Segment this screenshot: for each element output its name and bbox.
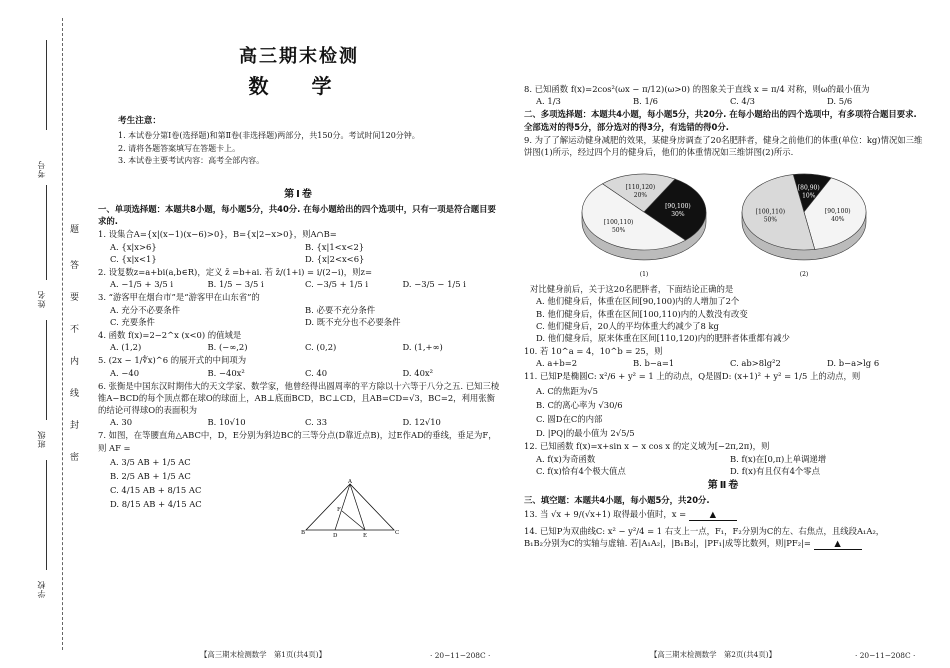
question-option: C. 33 [305, 417, 328, 428]
binding-dashed-line [62, 18, 63, 650]
label-e: E [363, 533, 368, 538]
question-option: A. a+b=2 [536, 358, 578, 369]
question [98, 228, 500, 265]
field-rule [46, 460, 47, 570]
left-column [98, 44, 500, 511]
pie-charts [524, 160, 924, 282]
right-column [524, 82, 924, 550]
question-option: A. f(x)为奇函数 [536, 453, 596, 464]
question-option: B. −40x² [207, 367, 245, 378]
question [98, 380, 500, 429]
question-stem: 4. 函数 f(x)=2−2^x (x<0) 的值域是 [98, 329, 242, 340]
question-option: D. f(x)有且仅有4个零点 [730, 465, 821, 476]
q9-option: B. 他们健身后，体重在区间[100,110)内的人数没有改变 [536, 308, 748, 319]
label-d: D [333, 533, 338, 538]
q14 [524, 525, 924, 550]
question-options [524, 357, 924, 369]
question-options [98, 241, 500, 265]
question-options [524, 95, 924, 107]
question-option: D. 40x² [402, 367, 433, 378]
question-options [98, 304, 500, 328]
pie-caption: (1) [639, 271, 649, 279]
section3-heading: 三、填空题：本题共4小题，每小题5分，共20分. [524, 495, 710, 506]
question [98, 329, 500, 353]
question-stem: 5. (2x − 1/∜x)^6 的展开式的中间项为 [98, 355, 247, 366]
pie-slice-percent: 50% [611, 227, 626, 235]
question-option: B. C的离心率为 √30/6 [536, 399, 623, 410]
question-option: C. f(x)恰有4个极大值点 [536, 465, 626, 476]
question-stem: 11. 已知P是椭圆C: x²/6 + y² = 1 上的动点，Q是圆D: (x+1)² + y² = 1/5 上的动点，则 [524, 371, 861, 382]
seal-char: 题 [70, 225, 80, 235]
question [524, 370, 924, 439]
seal-char: 内 [70, 357, 80, 367]
seal-char: 答 [70, 261, 80, 271]
q9-after: 对比健身前后，关于这20名肥胖者，下面结论正确的是 [530, 284, 734, 295]
pie-caption: (2) [799, 271, 809, 279]
question-option: C. 圆D在C的内部 [536, 414, 603, 424]
question-options [98, 341, 500, 353]
pie-slice-label: [100,110) [603, 219, 634, 227]
question-stem: 2. 设复数z=a+bi(a,b∈R)，定义 z̄ =b+ai. 若 z̄/(1+i) = i/(2−i)，则z= [98, 267, 372, 278]
part1-title: 第Ⅰ卷 [284, 188, 314, 200]
question-option: C. 4/15 AB + 8/15 AC [110, 485, 202, 496]
label-b: B [301, 530, 306, 536]
question-stem: 8. 已知函数 f(x)=2cos²(ωx − π/12)(ω>0) 的图象关于直线 x = π/4 对称，则ω的最小值为 [524, 84, 870, 94]
q14-stem-a: 14. 已知P为双曲线C: x² − y²/4 = 1 右支上一点，F₁，F₂分别为C的左、右焦点，且线段A₁A₂， [524, 525, 885, 536]
pie-chart-after [734, 160, 874, 280]
label-f: F [337, 507, 341, 513]
pie-slice-label: [110,120) [625, 184, 656, 192]
note-item: 1. 本试卷分第Ⅰ卷(选择题)和第Ⅱ卷(非选择题)两部分，共150分。考试时间120分钟。 [118, 131, 420, 141]
left-questions [98, 228, 500, 510]
question-option: D. 既不充分也不必要条件 [305, 316, 401, 327]
question-option: A. 1/3 [536, 96, 561, 107]
seal-char: 密 [70, 453, 80, 463]
seal-char: 要 [70, 293, 80, 303]
question-option: C. 充要条件 [110, 316, 155, 327]
question [98, 266, 500, 290]
question-options [524, 453, 924, 477]
pie-slice-label: [80,90) [797, 184, 820, 192]
question-option: A. (1,2) [110, 342, 142, 353]
footer-right-code: · 20−11−208C · [855, 651, 916, 660]
question [524, 83, 924, 107]
pie-slice-label: [90,100) [824, 208, 851, 216]
q14-answer-blank[interactable]: ▲ [814, 537, 862, 550]
question [524, 345, 924, 369]
pie-slice-label: [100,110) [755, 208, 786, 216]
field-name: 姓名 [37, 290, 46, 308]
question-options [524, 385, 924, 440]
pie-slice-percent: 20% [633, 192, 648, 200]
q9-options [524, 295, 924, 344]
question-options [98, 278, 500, 290]
question-option: A. 30 [110, 417, 133, 428]
field-school: 学校 [37, 580, 46, 598]
question-option: B. b−a=1 [633, 358, 675, 369]
question-option: B. 10√10 [207, 417, 246, 428]
question [98, 354, 500, 378]
pie-slice-label: [90,100) [665, 202, 691, 210]
question-option: B. 1/5 − 3/5 i [207, 279, 264, 290]
question-stem: 7. 如图，在等腰直角△ABC中，D，E分别为斜边BC的三等分点(D靠近点B)，过E作AD的垂线，垂足为F，则 AF = [98, 430, 497, 453]
exam-subject: 数 学 [248, 74, 350, 99]
question-option: A. 3/5 AB + 1/5 AC [110, 456, 191, 467]
question-option: D. 5/6 [827, 96, 853, 107]
question-option: D. b−a>lg 6 [827, 358, 880, 369]
question-stem: 1. 设集合A={x|(x−1)(x−6)>0}，B={x|2−x>0}，则A∩B= [98, 229, 337, 240]
question-option: A. C的焦距为√5 [536, 385, 598, 396]
right-questions-a [524, 83, 924, 107]
pie-slice-percent: 10% [802, 192, 816, 200]
triangle-figure [300, 478, 400, 538]
question-option: A. −40 [110, 367, 140, 378]
question-stem: 6. 张衡是中国东汉时期伟大的天文学家、数学家，他曾经得出圆周率的平方除以十六等于八分之五. 已知三棱锥A−BCD的每个顶点都在球O的球面上，AB⊥底面BCD，BC⊥CD，且AB=CD=√3，BC=2，利用张衡的结论可得球O的表面积为 [98, 380, 500, 416]
right-questions-b [524, 345, 924, 477]
q9-option: A. 他们健身后，体重在区间[90,100)内的人增加了2个 [536, 296, 740, 307]
question-option: D. {x|2<x<6} [305, 253, 365, 264]
q14-stem-b: B₁B₂分别为C的实轴与虚轴. 若|A₁A₂|，|B₁B₂|，|PF₁|成等比数列，则|PF₂|= [524, 538, 811, 548]
question-option: B. {x|1<x<2} [305, 241, 365, 252]
section2-heading: 二、多项选择题：本题共4小题，每小题5分，共20分. 在每小题给出的四个选项中，有多项符合题目要求. 全部选对的得5分，部分选对的得3分，有选错的得0分. [524, 109, 917, 132]
q9-option: D. 他们健身后，原来体重在区间[110,120)内的肥胖者体重都有减少 [536, 332, 790, 343]
question-option: B. 必要不充分条件 [305, 304, 376, 315]
pie-slice-percent: 50% [763, 216, 778, 224]
question-option: C. (0,2) [305, 342, 337, 353]
field-rule [46, 40, 47, 130]
label-a: A [348, 479, 352, 485]
seal-char: 不 [70, 325, 80, 335]
q13-stem: 13. 当 √x + 9/(√x+1) 取得最小值时，x = [524, 508, 687, 519]
pie-slice-percent: 30% [671, 210, 685, 218]
question [98, 429, 500, 510]
question-option: D. 12√10 [402, 417, 441, 428]
pie-chart-before [574, 160, 714, 280]
field-rule [46, 185, 47, 280]
pie-slice-percent: 40% [831, 216, 845, 224]
question-options [98, 456, 500, 511]
question-option: B. 2/5 AB + 1/5 AC [110, 471, 191, 482]
field-class: 班级 [37, 430, 46, 448]
field-rule [46, 320, 47, 420]
question-option: D. (1,+∞) [402, 342, 443, 353]
q13-answer-blank[interactable]: ▲ [689, 508, 737, 521]
question-option: C. 40 [305, 367, 328, 378]
question-option: D. −3/5 − 1/5 i [402, 279, 466, 290]
section1-heading: 一、单项选择题：本题共8小题，每小题5分，共40分. 在每小题给出的四个选项中，只有一项是符合题目要求的. [98, 204, 496, 227]
q13 [524, 508, 924, 521]
exam-notes [118, 115, 500, 167]
footer-left: 【高三期末检测数学 第1页(共4页)】 [200, 650, 327, 659]
question-option: C. −3/5 + 1/5 i [305, 279, 369, 290]
note-item: 3. 本试卷主要考试内容：高考全部内容。 [118, 156, 265, 166]
q9-stem: 9. 为了了解运动健身减肥的效果，某健身房调查了20名肥胖者，健身之前他们的体重(单位：kg)情况如三维饼图(1)所示，经过四个月的健身后，他们的体重情况如三维饼图(2)所示. [524, 134, 923, 157]
question-option: A. 充分不必要条件 [110, 304, 180, 315]
exam-title: 高三期末检测 [239, 46, 359, 67]
question [98, 291, 500, 328]
question-option: A. −1/5 + 3/5 i [110, 279, 174, 290]
question-option: C. 4/3 [730, 96, 755, 107]
label-c: C [395, 530, 400, 536]
seal-char: 封 [70, 421, 80, 431]
question-option: D. |PQ|的最小值为 2√5/5 [536, 428, 635, 439]
question-option: B. f(x)在[0,π)上单调递增 [730, 453, 827, 464]
question-options [98, 416, 500, 428]
footer-left-code: · 20−11−208C · [430, 651, 491, 660]
triangle-abc [306, 484, 394, 530]
question-option: A. {x|x>6} [110, 241, 157, 252]
question [524, 440, 924, 477]
question-options [98, 367, 500, 379]
seal-char: 线 [70, 389, 80, 399]
q9-option: C. 他们健身后，20人的平均体重大约减少了8 kg [536, 320, 719, 331]
footer-right: 【高三期末检测数学 第2页(共4页)】 [650, 650, 777, 659]
question-option: C. ab>8lg²2 [730, 358, 781, 369]
note-item: 2. 请将各题答案填写在答题卡上。 [118, 143, 241, 153]
binding-strip [0, 0, 92, 668]
question-option: B. (−∞,2) [207, 342, 248, 353]
part2-title: 第Ⅱ卷 [707, 479, 741, 491]
question-option: C. {x|x<1} [110, 253, 157, 264]
question-option: B. 1/6 [633, 96, 658, 107]
question-stem: 10. 若 10^a = 4，10^b = 25，则 [524, 346, 663, 357]
question-option: D. 8/15 AB + 4/15 AC [110, 499, 202, 510]
notes-heading: 考生注意： [118, 116, 161, 127]
question-stem: 3. “游客甲在烟台市”是“游客甲在山东省”的 [98, 292, 260, 303]
segment-ae [350, 484, 365, 530]
question-stem: 12. 已知函数 f(x)=x+sin x − x cos x 的定义域为[−2π,2π)，则 [524, 441, 770, 452]
field-exam-number: 考号 [37, 160, 46, 178]
